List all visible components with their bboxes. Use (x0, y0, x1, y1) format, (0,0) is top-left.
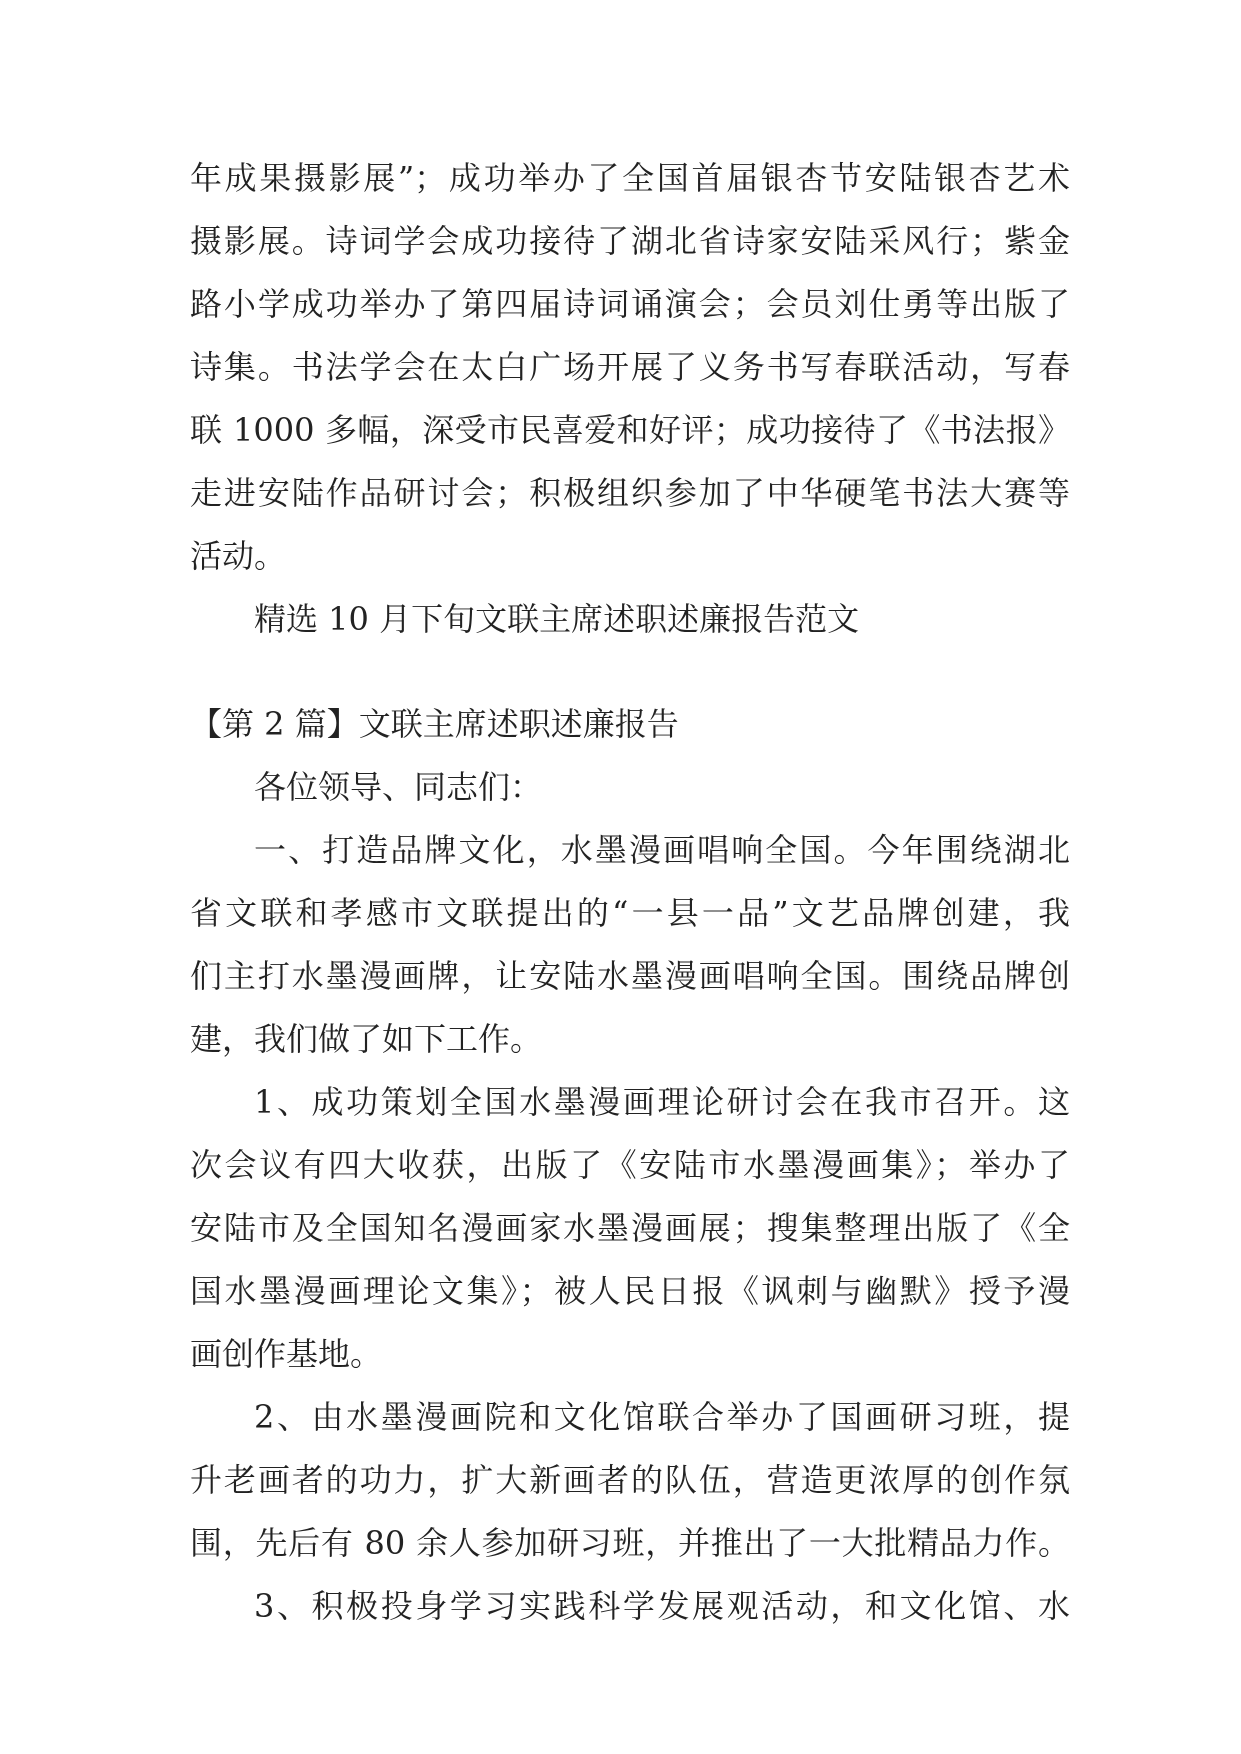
article-heading: 【第 2 篇】文联主席述职述廉报告 (190, 705, 679, 743)
paragraph-line: 画创作基地。 (190, 1335, 383, 1373)
paragraph-line: 们主打水墨漫画牌，让安陆水墨漫画唱响全国。围绕品牌创 (190, 957, 1070, 995)
paragraph-line: 建，我们做了如下工作。 (190, 1020, 543, 1058)
paragraph-line: 省文联和孝感市文联提出的“一县一品”文艺品牌创建，我 (190, 894, 1070, 932)
paragraph-line: 摄影展。诗词学会成功接待了湖北省诗家安陆采风行；紫金 (190, 222, 1070, 260)
paragraph-line: 升老画者的功力，扩大新画者的队伍，营造更浓厚的创作氛 (190, 1461, 1070, 1499)
paragraph-line: 3、积极投身学习实践科学发展观活动，和文化馆、水 (254, 1587, 1070, 1625)
paragraph-line: 活动。 (190, 537, 287, 575)
paragraph-line: 联 1000 多幅，深受市民喜爱和好评；成功接待了《书法报》 (190, 411, 1070, 449)
paragraph-line: 1、成功策划全国水墨漫画理论研讨会在我市召开。这 (254, 1083, 1070, 1121)
recommend-link-text: 精选 10 月下旬文联主席述职述廉报告范文 (254, 600, 860, 638)
greeting: 各位领导、同志们： (254, 768, 543, 806)
paragraph-line: 围，先后有 80 余人参加研习班，并推出了一大批精品力作。 (190, 1524, 1070, 1562)
paragraph-line: 路小学成功举办了第四届诗词诵演会；会员刘仕勇等出版了 (190, 285, 1070, 323)
paragraph-line: 国水墨漫画理论文集》；被人民日报《讽刺与幽默》授予漫 (190, 1272, 1070, 1310)
paragraph-line: 一、打造品牌文化，水墨漫画唱响全国。今年围绕湖北 (254, 831, 1070, 869)
paragraph-line: 诗集。书法学会在太白广场开展了义务书写春联活动，写春 (190, 348, 1070, 386)
paragraph-line: 次会议有四大收获，出版了《安陆市水墨漫画集》；举办了 (190, 1146, 1070, 1184)
paragraph-line: 2、由水墨漫画院和文化馆联合举办了国画研习班，提 (254, 1398, 1070, 1436)
paragraph-line: 安陆市及全国知名漫画家水墨漫画展；搜集整理出版了《全 (190, 1209, 1070, 1247)
paragraph-line: 年成果摄影展”；成功举办了全国首届银杏节安陆银杏艺术 (190, 159, 1070, 197)
paragraph-line: 走进安陆作品研讨会；积极组织参加了中华硬笔书法大赛等 (190, 474, 1070, 512)
